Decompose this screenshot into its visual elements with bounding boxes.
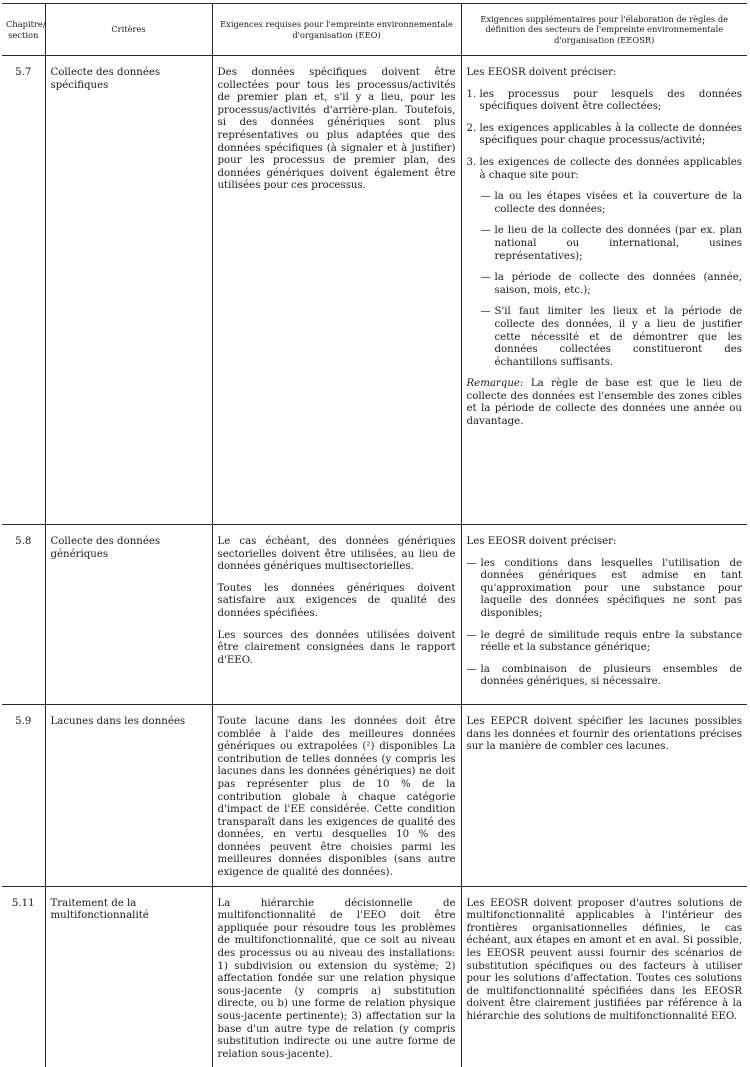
requirement-text: La hiérarchie décisionnelle de multifonctionnalité de l'EEO doit être appliquée pour résoudre tous les problèmes de multifonctionnalité, que ce soit au niveau des processus ou au niveau des installations: 1) subdivision ou extension du système; 2) affectation fondée sur une relation physique sous-jacente (y compris a) substitution directe, ou b) une forme de relation physique sous-jacente pertinente); 3) affectation sur la base d'un autre type de relation (y compris substitution indirecte ou une autre forme de relation sous-jacente). — [217, 897, 456, 1060]
dash-item: — la période de collecte des données (année, saison, mois, etc.); — [480, 272, 742, 296]
supplementary-cell — [461, 525, 747, 705]
requirement-cell — [212, 886, 461, 1067]
supplementary-intro: Les EEOSR doivent préciser: — [466, 536, 617, 547]
criterion: Traitement de la multifonctionnalité — [45, 886, 212, 1067]
remark-text: : La règle de base est que le lieu de collecte des données est l'ensemble des zones cibles et la période de collecte des données une année ou davantage. — [466, 378, 742, 428]
header-section: Chapitre/ section — [2, 4, 45, 56]
table-row — [2, 886, 747, 1067]
requirement-text: Toutes les données génériques doivent satisfaire aux exigences de qualité des données spécifiées. — [217, 582, 456, 619]
section-number: 5.8 — [2, 525, 45, 705]
dash-item: — la combinaison de plusieurs ensembles de données génériques, si nécessaire. — [466, 663, 742, 688]
section-number: 5.7 — [2, 56, 45, 525]
dash-item: — la ou les étapes visées et la couverture de la collecte des données; — [480, 191, 742, 215]
list-item: 1. les processus pour lesquels des données spécifiques doivent être collectées; — [466, 88, 742, 113]
header-requirements: Exigences requises pour l'empreinte environnementale d'organisation (EEO) — [212, 4, 461, 56]
supplementary-cell — [461, 56, 747, 525]
table-row — [2, 525, 747, 705]
requirement-cell — [212, 56, 461, 525]
supplementary-intro: Les EEOSR doivent préciser: — [466, 67, 617, 78]
dash-item: — le degré de similitude requis entre la substance réelle et la substance générique; — [466, 629, 742, 654]
requirement-cell — [212, 525, 461, 705]
table-row — [2, 56, 747, 525]
list-item: 3. les exigences de collecte des données applicables à chaque site pour: — [466, 156, 742, 181]
requirements-table — [2, 3, 747, 1067]
table-header-row — [2, 4, 747, 56]
table-row — [2, 704, 747, 886]
requirement-text: Toute lacune dans les données doit être comblée à l'aide des meilleures données génériques ou extrapolées (²) disponibles La contribution de telles données (y compris les lacunes dans les données génériques) ne doit pas représenter plus de 10 % de la contribution globale à chaque catégorie d'impact de l'EE considérée. Cette condition transparaît dans les exigences de qualité des données, en vertu desquelles 10 % des données peuvent être choisies parmi les meilleures données disponibles (sans autre exigence de qualité des données). — [217, 715, 456, 879]
requirement-text: Le cas échéant, des données génériques sectorielles doivent être utilisées, au lieu de données génériques multisectorielles. — [217, 536, 456, 573]
supplementary-cell — [461, 886, 747, 1067]
section-number: 5.9 — [2, 704, 45, 886]
dash-item: — S'il faut limiter les lieux et la période de collecte des données, il y a lieu de justifier cette nécessité et de démontrer que les données collectées constitueront des échantillons suffisants. — [480, 306, 742, 368]
remark-label: Remarque — [466, 378, 520, 390]
supplementary-text: Les EEPCR doivent spécifier les lacunes possibles dans les données et fournir des orientations précises sur la manière de combler ces lacunes. — [466, 715, 742, 753]
list-item: 2. les exigences applicables à la collecte de données spécifiques pour chaque processus/activité; — [466, 122, 742, 147]
remark — [467, 378, 743, 428]
requirement-cell — [212, 704, 461, 886]
supplementary-text: Les EEOSR doivent proposer d'autres solutions de multifonctionnalité applicables à l'intérieur des frontières organisationnelles définies, le cas échéant, aux étapes en amont et en aval. Si possible, les EEOSR peuvent aussi fournir des scénarios de substitution spécifiques ou des facteurs à utiliser pour les solutions d'affectation. Toutes ces solutions de multifonctionnalité spécifiées dans les EEOSR doivent être clairement justifiées par référence à la hiérarchie des solutions de multifonctionnalité EEO. — [466, 897, 742, 1022]
criterion: Collecte des données génériques — [45, 525, 212, 705]
criterion: Collecte des données spécifiques — [45, 56, 212, 525]
section-number: 5.11 — [2, 886, 45, 1067]
requirement-text: Les sources des données utilisées doivent être clairement consignées dans le rapport d'EEO. — [217, 629, 456, 666]
header-criteria: Critères — [45, 4, 212, 56]
header-supplementary: Exigences supplémentaires pour l'élaboration de règles de définition des secteurs de l'empreinte environnementale d'organisation (EEOSR) — [461, 4, 747, 56]
dash-item: — le lieu de la collecte des données (par ex. plan national ou international, usines représentatives); — [480, 225, 742, 262]
criterion: Lacunes dans les données — [45, 704, 212, 886]
requirement-text: Des données spécifiques doivent être collectées pour tous les processus/activités de premier plan et, s'il y a lieu, pour les processus/activités d'arrière-plan. Toutefois, si des données génériques sont plus représentatives ou plus adaptées que des données spécifiques (à signaler et à justifier) pour les processus de premier plan, des données génériques doivent également être utilisées pour ces processus. — [217, 67, 456, 192]
supplementary-cell — [461, 704, 747, 886]
dash-item: — les conditions dans lesquelles l'utilisation de données génériques est admise en tant qu'approximation pour une substance pour laquelle des données spécifiques ne sont pas disponibles; — [466, 557, 742, 619]
